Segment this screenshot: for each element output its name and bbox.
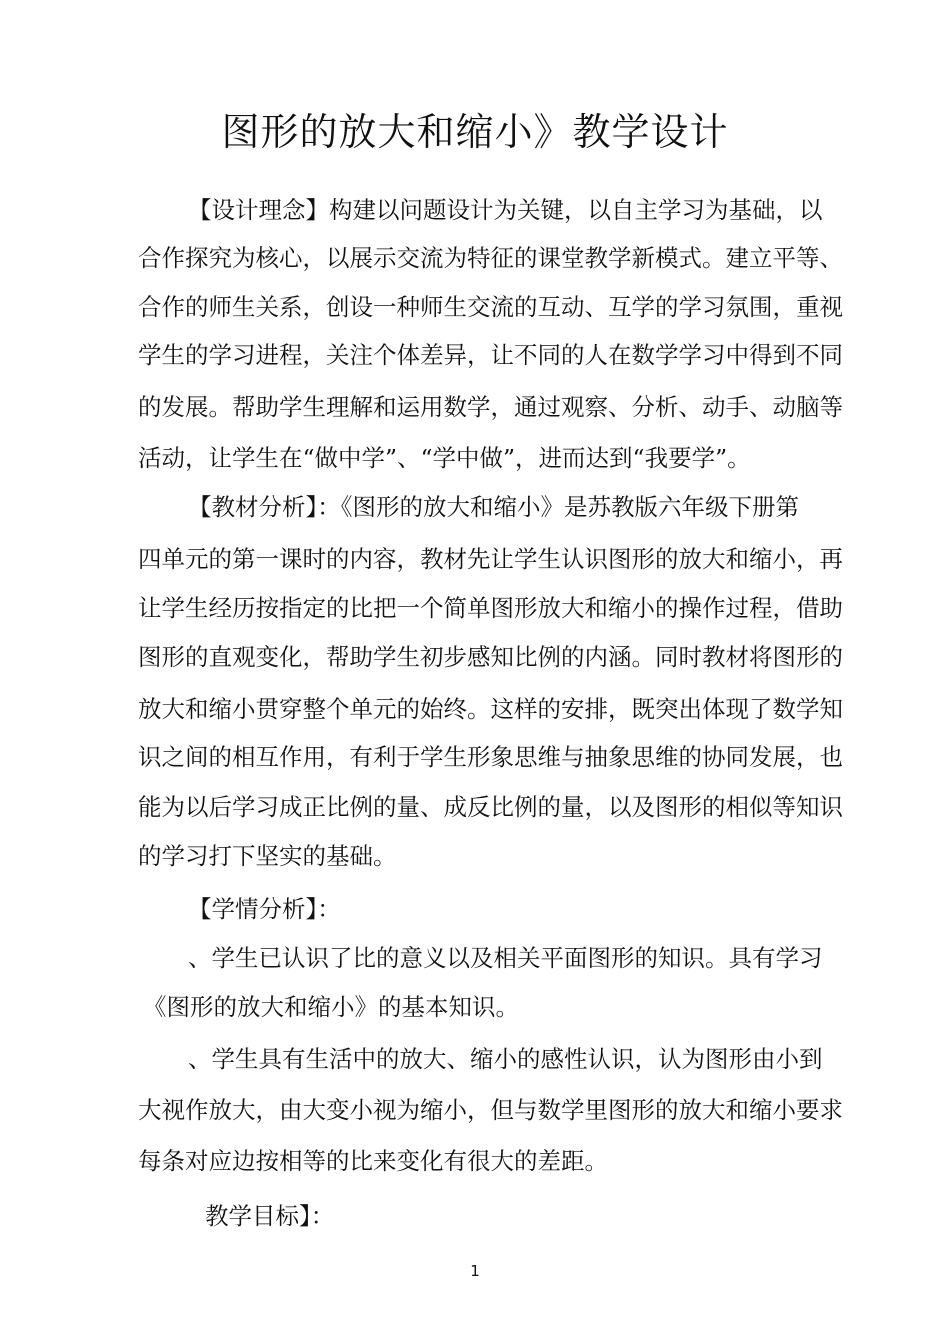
paragraph-line: 合作的师生关系，创设一种师生交流的互动、互学的学习氛围，重视 (138, 293, 843, 321)
paragraph-line: 的发展。帮助学生理解和运用数学，通过观察、分析、动手、动脑等 (138, 393, 843, 421)
paragraph-line: 活动，让学生在“做中学”、“学中做”，进而达到“我要学”。 (138, 444, 751, 472)
paragraph-line: 四单元的第一课时的内容，教材先让学生认识图形的放大和缩小，再 (138, 545, 843, 573)
paragraph-line: 【设计理念】构建以问题设计为关键，以自主学习为基础，以 (188, 196, 823, 224)
page-number: 1 (470, 1262, 480, 1280)
section-heading: 教学目标】： (205, 1202, 335, 1230)
page-title: 图形的放大和缩小》教学设计 (221, 110, 729, 154)
paragraph-line: 图形的直观变化，帮助学生初步感知比例的内涵。同时教材将图形的 (138, 643, 843, 671)
paragraph-line: 能为以后学习成正比例的量、成反比例的量，以及图形的相似等知识 (138, 793, 843, 821)
paragraph-line: 、学生已认识了比的意义以及相关平面图形的知识。具有学习 (188, 944, 823, 972)
paragraph-line: 每条对应边按相等的比来变化有很大的差距。 (138, 1147, 608, 1175)
paragraph-line: 学生的学习进程，关注个体差异，让不同的人在数学学习中得到不同 (138, 341, 843, 369)
paragraph-line: 放大和缩小贯穿整个单元的始终。这样的安排，既突出体现了数学知 (138, 695, 843, 723)
paragraph-line: 合作探究为核心，以展示交流为特征的课堂教学新模式。建立平等、 (138, 244, 843, 272)
section-heading: 【学情分析】： (188, 895, 341, 923)
paragraph-line: 、学生具有生活中的放大、缩小的感性认识，认为图形由小到 (188, 1045, 823, 1073)
paragraph-line: 大视作放大，由大变小视为缩小，但与数学里图形的放大和缩小要求 (138, 1096, 843, 1124)
paragraph-line: 的学习打下坚实的基础。 (138, 842, 397, 870)
paragraph-line: 让学生经历按指定的比把一个简单图形放大和缩小的操作过程，借助 (138, 594, 843, 622)
paragraph-line: 识之间的相互作用，有利于学生形象思维与抽象思维的协同发展，也 (138, 743, 843, 771)
paragraph-line: 《图形的放大和缩小》的基本知识。 (143, 993, 519, 1021)
paragraph-line: 【教材分析】：《图形的放大和缩小》是苏教版六年级下册第 (188, 493, 799, 521)
